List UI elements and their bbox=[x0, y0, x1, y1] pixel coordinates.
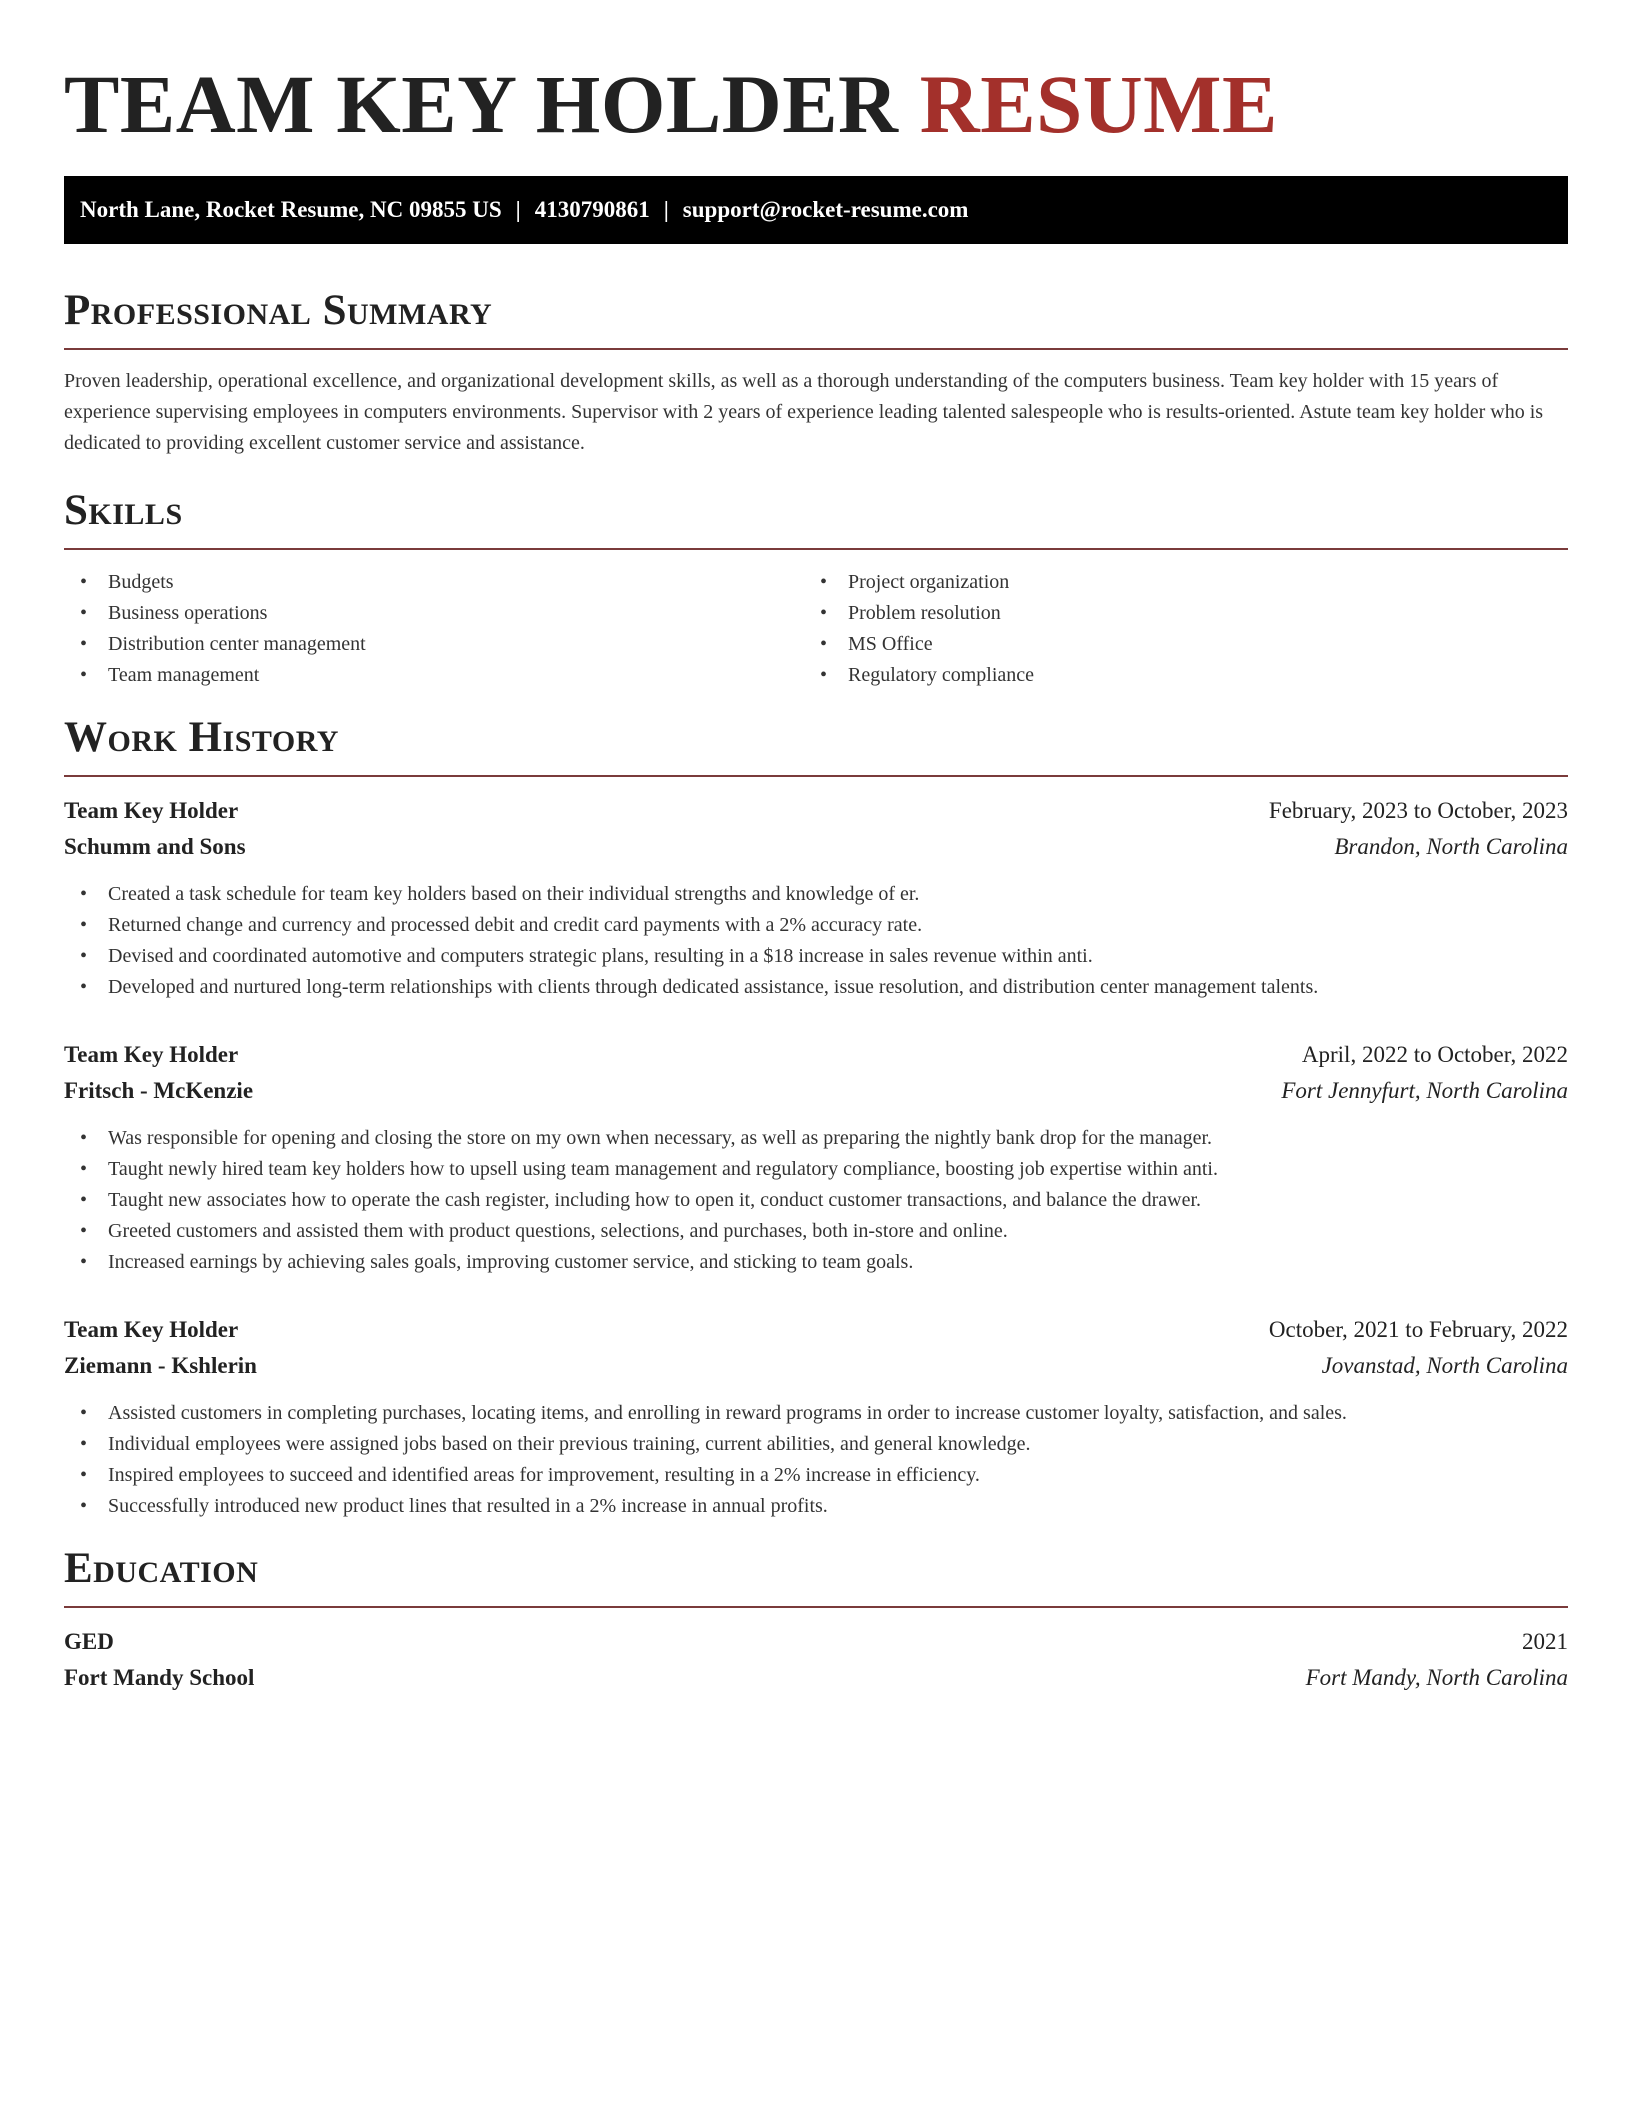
contact-separator: | bbox=[663, 197, 669, 222]
job-bullets bbox=[64, 1398, 1568, 1522]
work-section bbox=[64, 713, 1568, 1522]
skills-column-right bbox=[804, 567, 1544, 691]
skill-item: • Regulatory compliance bbox=[804, 660, 1544, 691]
job-bullet: • Devised and coordinated automotive and computers strategic plans, resulting in a $18 increase in sales revenue within anti. bbox=[64, 941, 1568, 972]
skills-section bbox=[64, 486, 1568, 691]
section-divider bbox=[64, 548, 1568, 550]
job-entry bbox=[64, 1037, 1568, 1278]
job-entry bbox=[64, 1312, 1568, 1522]
job-location: Fort Jennyfurt, North Carolina bbox=[1281, 1078, 1568, 1103]
job-company-row bbox=[64, 829, 1568, 865]
job-dates: October, 2021 to February, 2022 bbox=[1268, 1317, 1568, 1342]
job-bullet: • Returned change and currency and processed debit and credit card payments with a 2% accuracy rate. bbox=[64, 910, 1568, 941]
summary-text: Proven leadership, operational excellence, and organizational development skills, as well as a thorough understanding of the computers business. Team key holder with 15 years of experience supervising employees in computers environments. Supervisor with 2 years of experience leading talented salespeople who is results-oriented. Astute team key holder who is dedicated to providing excellent customer service and assistance. bbox=[64, 370, 1544, 454]
contact-phone: 4130790861 bbox=[534, 197, 650, 222]
job-dates: April, 2022 to October, 2022 bbox=[1301, 1042, 1568, 1067]
skill-item: • Budgets bbox=[64, 567, 804, 598]
education-school: Fort Mandy School bbox=[64, 1665, 255, 1690]
job-bullets bbox=[64, 1123, 1568, 1278]
skill-item: • Problem resolution bbox=[804, 598, 1544, 629]
education-year: 2021 bbox=[1522, 1629, 1568, 1654]
resume-title bbox=[64, 60, 1568, 148]
job-bullet: • Created a task schedule for team key holders based on their individual strengths and knowledge of er. bbox=[64, 879, 1568, 910]
skill-item: • Team management bbox=[64, 660, 804, 691]
job-location: Brandon, North Carolina bbox=[1334, 834, 1568, 859]
job-company: Fritsch - McKenzie bbox=[64, 1078, 254, 1103]
job-title: Team Key Holder bbox=[64, 1317, 239, 1342]
job-bullets bbox=[64, 879, 1568, 1003]
education-section bbox=[64, 1544, 1568, 1696]
education-entry bbox=[64, 1624, 1568, 1696]
job-bullet: • Successfully introduced new product lines that resulted in a 2% increase in annual profits. bbox=[64, 1491, 1568, 1522]
skills-column-left bbox=[64, 567, 804, 691]
job-header-row bbox=[64, 1312, 1568, 1348]
job-dates: February, 2023 to October, 2023 bbox=[1268, 798, 1568, 823]
summary-heading: Professional Summary bbox=[64, 287, 493, 334]
work-heading: Work History bbox=[64, 714, 339, 761]
title-accent: RESUME bbox=[919, 58, 1278, 150]
job-bullet: • Individual employees were assigned jobs based on their previous training, current abilities, and general knowledge. bbox=[64, 1429, 1568, 1460]
section-divider bbox=[64, 1606, 1568, 1608]
section-divider bbox=[64, 775, 1568, 777]
skills-heading: Skills bbox=[64, 487, 183, 534]
education-location: Fort Mandy, North Carolina bbox=[1305, 1665, 1568, 1690]
title-main: TEAM KEY HOLDER bbox=[64, 58, 899, 150]
contact-separator: | bbox=[515, 197, 521, 222]
job-bullet: • Developed and nurtured long-term relationships with clients through dedicated assistance, issue resolution, and distribution center management talents. bbox=[64, 972, 1568, 1003]
skill-item: • Business operations bbox=[64, 598, 804, 629]
job-company-row bbox=[64, 1073, 1568, 1109]
contact-address: North Lane, Rocket Resume, NC 09855 US bbox=[80, 197, 502, 222]
skills-list bbox=[64, 567, 1568, 691]
education-heading: Education bbox=[64, 1545, 259, 1592]
job-company: Schumm and Sons bbox=[64, 834, 246, 859]
job-title: Team Key Holder bbox=[64, 1042, 239, 1067]
job-header-row bbox=[64, 793, 1568, 829]
skill-item: • MS Office bbox=[804, 629, 1544, 660]
job-bullet: • Inspired employees to succeed and identified areas for improvement, resulting in a 2% increase in efficiency. bbox=[64, 1460, 1568, 1491]
skill-item: • Project organization bbox=[804, 567, 1544, 598]
job-bullet: • Increased earnings by achieving sales goals, improving customer service, and sticking to team goals. bbox=[64, 1247, 1568, 1278]
job-title: Team Key Holder bbox=[64, 798, 239, 823]
contact-email: support@rocket-resume.com bbox=[682, 197, 969, 222]
job-company: Ziemann - Kshlerin bbox=[64, 1353, 257, 1378]
job-bullet: • Was responsible for opening and closing the store on my own when necessary, as well as preparing the nightly bank drop for the manager. bbox=[64, 1123, 1568, 1154]
resume-page bbox=[64, 0, 1568, 1696]
education-degree: GED bbox=[64, 1629, 114, 1654]
section-divider bbox=[64, 348, 1568, 350]
job-bullet: • Taught new associates how to operate the cash register, including how to open it, conduct customer transactions, and balance the drawer. bbox=[64, 1185, 1568, 1216]
summary-section bbox=[64, 286, 1568, 459]
job-bullet: • Taught newly hired team key holders how to upsell using team management and regulatory compliance, boosting job expertise within anti. bbox=[64, 1154, 1568, 1185]
education-school-row bbox=[64, 1660, 1568, 1696]
job-company-row bbox=[64, 1348, 1568, 1384]
contact-bar bbox=[64, 176, 1568, 244]
job-bullet: • Assisted customers in completing purchases, locating items, and enrolling in reward programs in order to increase customer loyalty, satisfaction, and sales. bbox=[64, 1398, 1568, 1429]
job-header-row bbox=[64, 1037, 1568, 1073]
skill-item: • Distribution center management bbox=[64, 629, 804, 660]
job-location: Jovanstad, North Carolina bbox=[1321, 1353, 1568, 1378]
education-degree-row bbox=[64, 1624, 1568, 1660]
job-entry bbox=[64, 793, 1568, 1003]
job-bullet: • Greeted customers and assisted them with product questions, selections, and purchases, both in-store and online. bbox=[64, 1216, 1568, 1247]
